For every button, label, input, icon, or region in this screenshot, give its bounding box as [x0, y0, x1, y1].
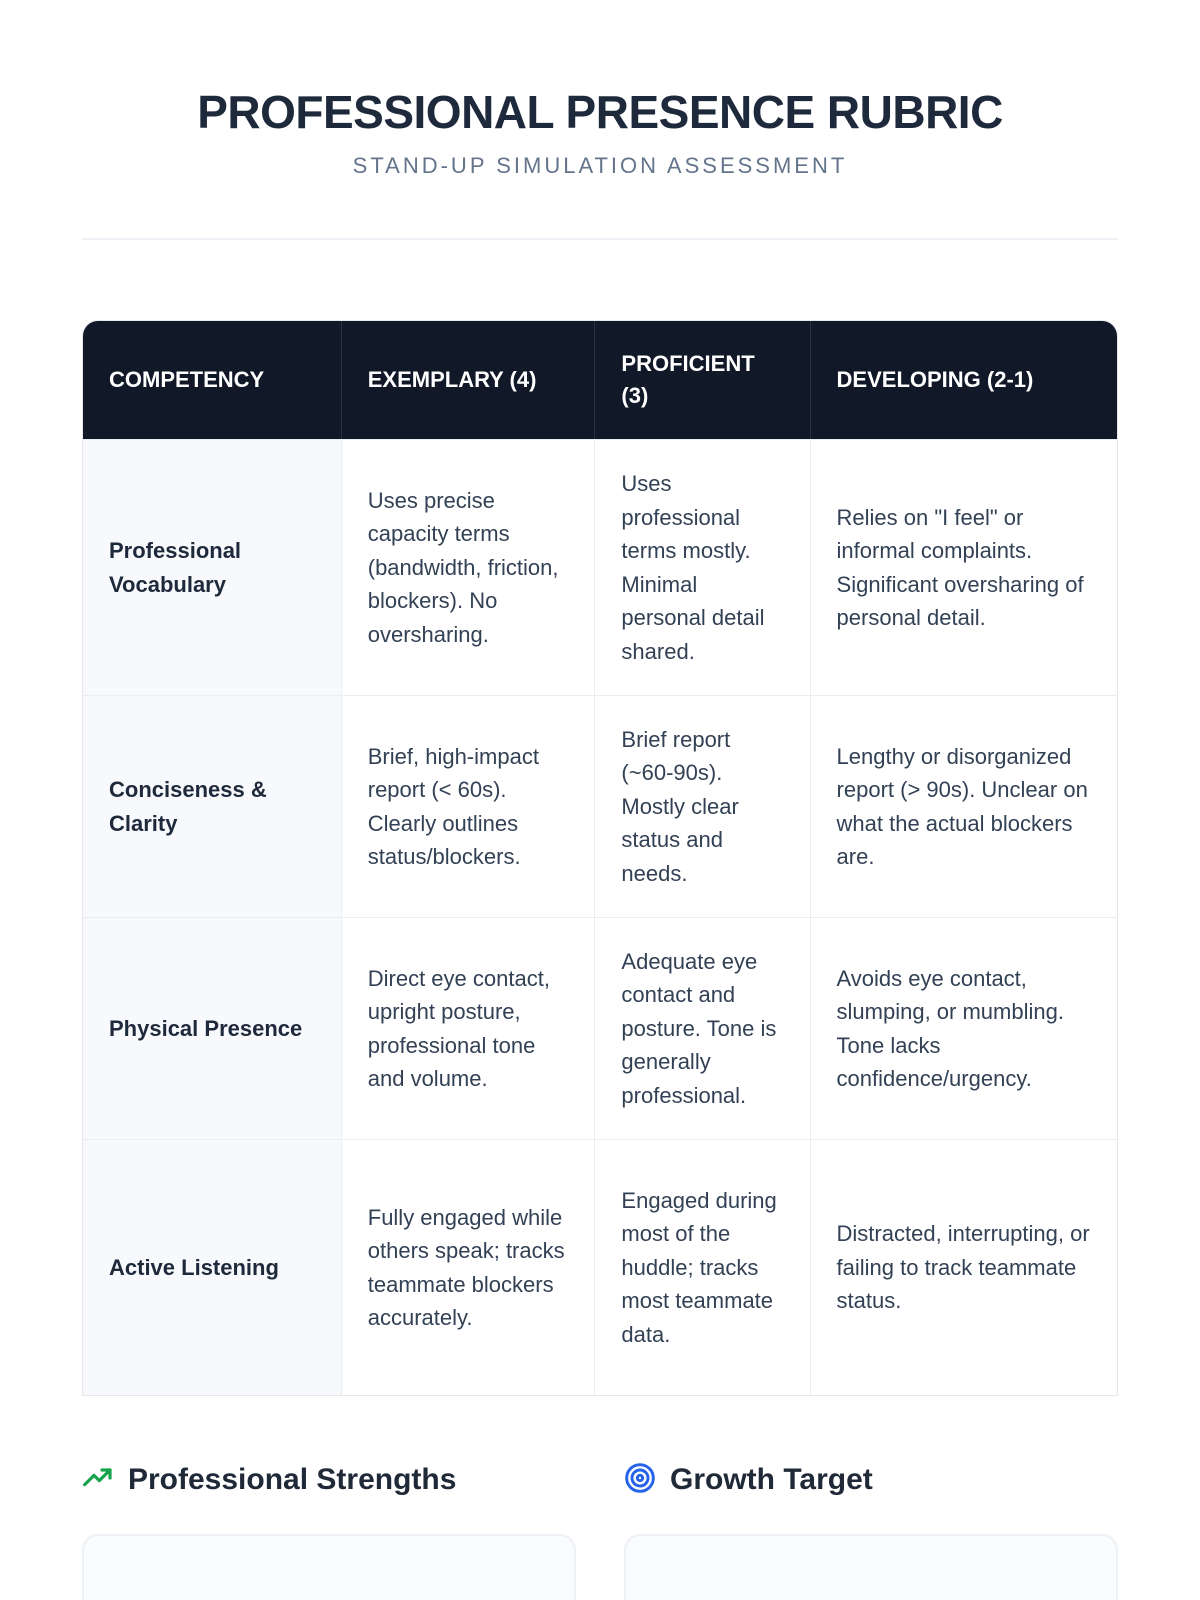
- developing-cell: Lengthy or disorganized report (> 90s). Unclear on what the actual blockers are.: [811, 695, 1117, 917]
- column-header-exemplary: EXEMPLARY (4): [342, 321, 596, 439]
- competency-cell: Conciseness & Clarity: [83, 695, 342, 917]
- target-icon: [624, 1462, 656, 1499]
- exemplary-cell: Direct eye contact, upright posture, professional tone and volume.: [342, 917, 596, 1139]
- page-subtitle: STAND-UP SIMULATION ASSESSMENT: [352, 153, 848, 178]
- proficient-cell: Uses professional terms mostly. Minimal personal detail shared.: [595, 439, 810, 695]
- exemplary-cell: Uses precise capacity terms (bandwidth, friction, blockers). No oversharing.: [342, 439, 596, 695]
- exemplary-cell: Fully engaged while others speak; tracks teammate blockers accurately.: [342, 1139, 596, 1395]
- table-row: [83, 917, 1117, 1139]
- table-row: [83, 1139, 1117, 1395]
- competency-cell: Active Listening: [83, 1139, 342, 1395]
- competency-cell: Physical Presence: [83, 917, 342, 1139]
- rubric-table: [82, 320, 1118, 1396]
- growth-section: [624, 1460, 1118, 1600]
- page-title: PROFESSIONAL PRESENCE RUBRIC: [197, 86, 1003, 138]
- growth-header: [624, 1460, 1118, 1500]
- table-row: [83, 695, 1117, 917]
- table-header-row: [83, 321, 1117, 439]
- exemplary-cell: Brief, high-impact report (< 60s). Clearly outlines status/blockers.: [342, 695, 596, 917]
- proficient-cell: Brief report (~60-90s). Mostly clear status and needs.: [595, 695, 810, 917]
- developing-cell: Avoids eye contact, slumping, or mumbling. Tone lacks confidence/urgency.: [811, 917, 1117, 1139]
- proficient-cell: Adequate eye contact and posture. Tone is generally professional.: [595, 917, 810, 1139]
- strengths-header: [82, 1460, 576, 1500]
- table-row: [83, 439, 1117, 695]
- strengths-title: Professional Strengths: [128, 1463, 457, 1496]
- developing-cell: Distracted, interrupting, or failing to track teammate status.: [811, 1139, 1117, 1395]
- column-header-developing: DEVELOPING (2-1): [811, 321, 1117, 439]
- header-divider: [82, 238, 1118, 240]
- strengths-card: [82, 1534, 576, 1600]
- column-header-competency: COMPETENCY: [83, 321, 342, 439]
- trending-up-icon: [82, 1462, 114, 1499]
- strengths-section: [82, 1460, 576, 1600]
- proficient-cell: Engaged during most of the huddle; tracks most teammate data.: [595, 1139, 810, 1395]
- feedback-sections: [82, 1460, 1118, 1600]
- competency-cell: Professional Vocabulary: [83, 439, 342, 695]
- growth-card: [624, 1534, 1118, 1600]
- developing-cell: Relies on "I feel" or informal complaints. Significant oversharing of personal detail.: [811, 439, 1117, 695]
- column-header-proficient: PROFICIENT (3): [595, 321, 810, 439]
- growth-title: Growth Target: [670, 1463, 873, 1496]
- page-header: [82, 0, 1118, 180]
